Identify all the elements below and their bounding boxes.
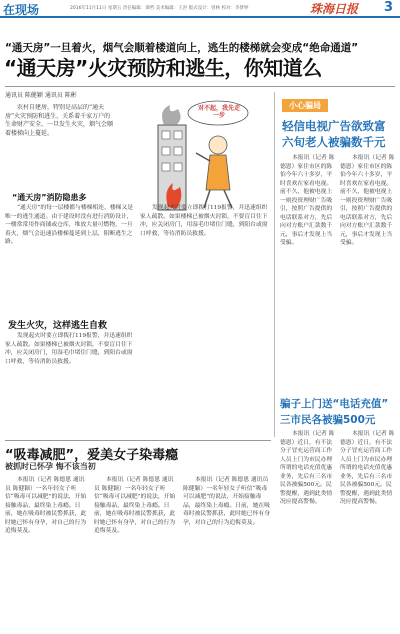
- column-divider: [274, 92, 275, 437]
- section2-title: 发生火灾，这样逃生自救: [8, 321, 108, 331]
- section1-title: “通天房”消防隐患多: [12, 193, 87, 202]
- story3-headline: “吸毒减肥”，爱美女子染毒瘾: [5, 448, 179, 463]
- page-header: [0, 0, 400, 18]
- story2b-text-col2: 本报讯（记者 陈德恩）近日，有不法分子冒充运营商工作人员上门为市民办理所谓的电话充值优惠业务，先后有三名市民各被骗500元。民警提醒，遇到此类情况应提高警惕。: [340, 431, 395, 505]
- story3-text-col2: 本报讯（记者 陈德恩 通讯员 陈健颖）一名年轻女子听信“吸毒可以减肥”的说法，开始接触毒品，最终染上毒瘾。日前，她在吸毒时被民警抓获，此时她已怀有身孕，对自己的行为追悔莫及。: [94, 477, 176, 534]
- story1-kicker: “通天房”一旦着火，烟气会顺着楼道向上，逃生的楼梯就会变成“绝命通道”: [5, 42, 359, 54]
- headline-divider: [5, 86, 395, 87]
- story3-text-col1: 本报讯（记者 陈德恩 通讯员 陈健颖）一名年轻女子听信“吸毒可以减肥”的说法，开始接触毒品，最终染上毒瘾。日前，她在吸毒时被民警抓获，此时她已怀有身孕，对自己的行为追悔莫及。: [5, 477, 87, 534]
- section1-text: “通天房”的每一层楼都与楼梯相连，楼梯又是唯一的逃生通道。由于建设时没有进行消防设计，一楼常常用作商铺或仓库，堆放大量可燃物，一旦着火，烟气会迅速沿楼梯蔓延到上层，阻断逃生之路。: [5, 205, 134, 245]
- story2-headline-line2: 六旬老人被骗数千元: [282, 135, 386, 149]
- section-title: 在现场: [3, 3, 40, 17]
- story1-continued-text: 发现起火时要立即拨打119报警，并迅速组织家人疏散。如果楼梯已被烟火封锁，不要盲目往下冲，应关闭房门，用湿毛巾堵住门缝，到阳台或窗口呼救，等待消防员救援。: [140, 205, 268, 237]
- story1-headline: “通天房”火灾预防和逃生，你知道么: [4, 56, 322, 80]
- story1-lead: 农村自建房，特别是高层的“通天房”火灾预防和逃生，关系着千家万户的生命财产安全。一旦发生火灾，烟气会顺着楼梯向上蔓延。: [5, 104, 114, 137]
- story2b-headline-line2: 三市民各被骗500元: [280, 414, 376, 426]
- fire-cartoon-illustration: [118, 95, 258, 215]
- story2-text-col2: 本报讯（记者 陈德恩）家住市区的陈伯今年六十多岁，平时喜欢在家看电视。前不久，他被电视上一则投资理财广告吸引，按照广告提供的电话联系对方，先后向对方账户汇款数千元，事后才发现上当受骗。: [340, 155, 395, 246]
- page-number: 3: [384, 0, 394, 15]
- bottom-story-divider: [5, 440, 271, 441]
- section2-text: 发现起火时要立即拨打119报警，并迅速组织家人疏散。如果楼梯已被烟火封锁，不要盲目往下冲，应关闭房门，用湿毛巾堵住门缝，到阳台或窗口呼救，等待消防员救援。: [5, 333, 133, 365]
- header-meta: 2016年11月11日 星期五 责任编辑：谭哲 美术编辑：王洪 版式设计：曾林 校对：李梦婷: [70, 6, 249, 11]
- story3-subhead: 被抓时已怀孕 悔不该当初: [5, 462, 96, 471]
- cartoon-speech-bubble: 对不起，我先走一步: [198, 105, 241, 119]
- story2b-headline-line1: 骗子上门送“电话充值”: [280, 398, 389, 410]
- story1-byline: 通讯员 陈健颖 通讯员 陈彬: [5, 92, 77, 99]
- story3-text-col3: 本报讯（记者 陈德恩 通讯员 陈健颖）一名年轻女子听信“吸毒可以减肥”的说法，开始接触毒品，最终染上毒瘾。日前，她在吸毒时被民警抓获，此时她已怀有身孕，对自己的行为追悔莫及。: [183, 477, 270, 526]
- story2-text-col1: 本报讯（记者 陈德恩）家住市区的陈伯今年六十多岁，平时喜欢在家看电视。前不久，他被电视上一则投资理财广告吸引，按照广告提供的电话联系对方，先后向对方账户汇款数千元，事后才发现上当受骗。: [280, 155, 335, 246]
- newspaper-logo: 珠海日报: [310, 2, 359, 16]
- story2-headline-line1: 轻信电视广告欲致富: [282, 119, 386, 133]
- scam-tag: 小心骗局: [282, 99, 328, 112]
- story2b-text-col1: 本报讯（记者 陈德恩）近日，有不法分子冒充运营商工作人员上门为市民办理所谓的电话充值优惠业务，先后有三名市民各被骗500元。民警提醒，遇到此类情况应提高警惕。: [280, 431, 335, 505]
